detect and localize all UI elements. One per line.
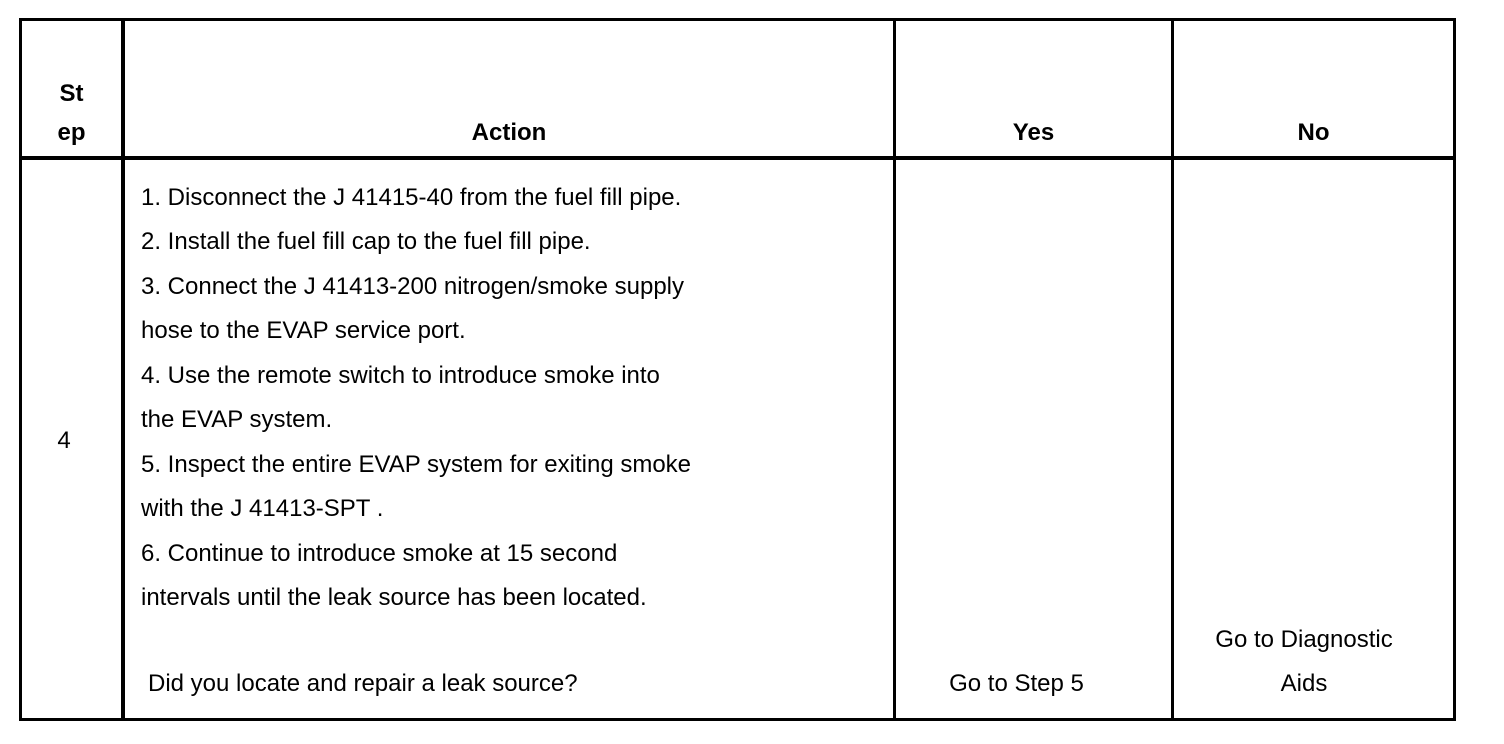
action-line: with the J 41413-SPT . [141, 495, 384, 522]
header-step-line2: ep [57, 119, 86, 146]
action-line: 2. Install the fuel fill cap to the fuel fill pipe. [141, 228, 591, 255]
header-bottom-border [19, 156, 1456, 160]
table-bottom-border [19, 718, 1456, 721]
no-result-line1: Go to Diagnostic [1215, 626, 1393, 653]
header-no: No [1297, 119, 1330, 146]
action-line: 5. Inspect the entire EVAP system for exiting smoke [141, 451, 692, 478]
step-number: 4 [57, 427, 71, 454]
action-line: 6. Continue to introduce smoke at 15 second [141, 540, 618, 567]
no-result-line2: Aids [1280, 670, 1328, 697]
yes-result: Go to Step 5 [949, 670, 1084, 697]
header-step-line1: St [59, 80, 84, 107]
action-line: 1. Disconnect the J 41415-40 from the fuel fill pipe. [141, 184, 682, 211]
action-line: the EVAP system. [141, 406, 333, 433]
header-yes: Yes [1012, 119, 1055, 146]
action-question: Did you locate and repair a leak source? [148, 670, 578, 697]
table-top-border [19, 18, 1456, 21]
action-line: 4. Use the remote switch to introduce smoke into [141, 362, 660, 389]
action-line: intervals until the leak source has been located. [141, 584, 647, 611]
table-right-border [1453, 18, 1456, 721]
header-action: Action [471, 119, 547, 146]
action-line: 3. Connect the J 41413-200 nitrogen/smoke supply [141, 273, 685, 300]
action-line: hose to the EVAP service port. [141, 317, 466, 344]
